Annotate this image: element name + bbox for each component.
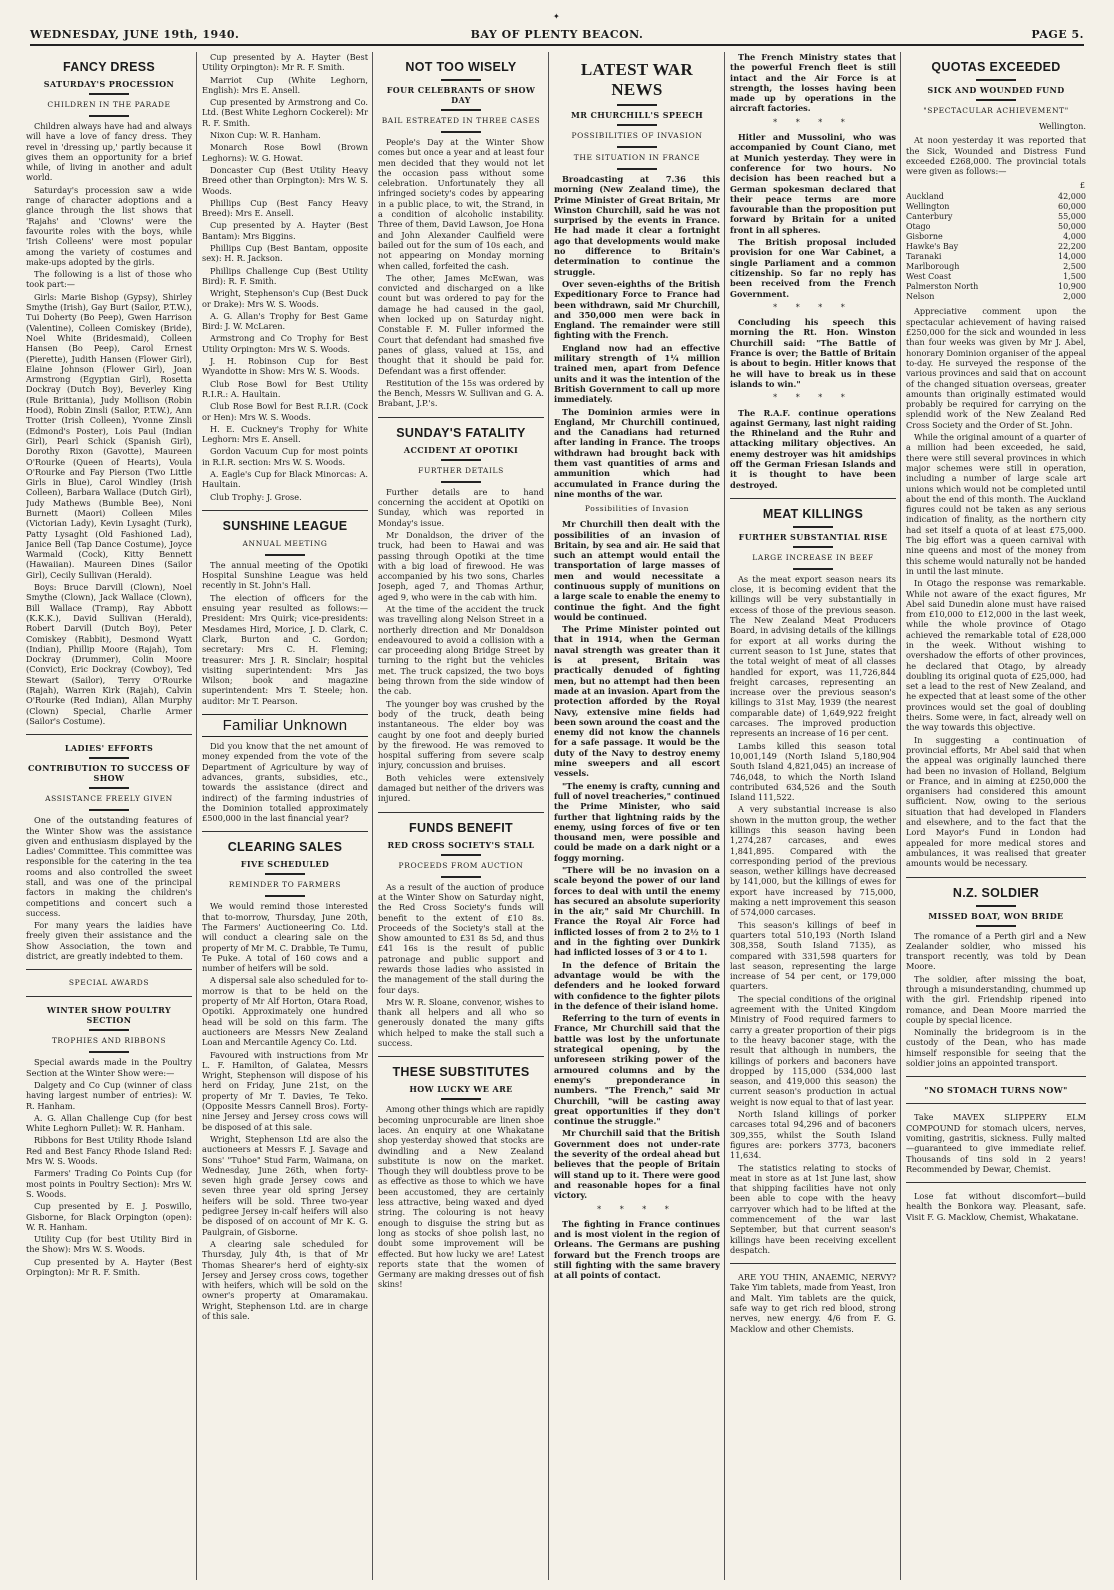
province-row <box>906 202 1086 212</box>
column-3 <box>378 52 544 1580</box>
article-subhead: Possibilities of Invasion <box>584 504 690 514</box>
paragraph: Ribbons for Best Utility Rhode Island Red and Best Fancy Rhode Island Red: Mrs W. S. Woods. <box>26 1135 192 1167</box>
article-subhead: CHILDREN IN THE PARADE <box>47 100 171 109</box>
paragraph: The fighting in France continues and is most violent in the region of Orleans. The Germans are pushing forward but the French troops are still fighting with the same bravery at all points of contact. <box>554 1218 720 1281</box>
province-amount: 50,000 <box>1058 222 1086 232</box>
paragraph: A. G. Allan's Trophy for Best Game Bird: J. W. McLaren. <box>202 310 368 332</box>
province-name: Wellington <box>906 202 950 212</box>
paragraph: Phillips Cup (Best Bantam, opposite sex): H. R. Jackson. <box>202 243 368 264</box>
province-row <box>906 192 1086 202</box>
column-2 <box>202 52 368 1580</box>
paragraph: Further details are to hand concerning the accident at Opotiki on Sunday, which was reported in Monday's issue. <box>378 486 544 528</box>
article-headline: FANCY DRESS <box>63 60 155 74</box>
province-name: Auckland <box>906 192 944 202</box>
paragraph: Dalgety and Co Cup (winner of class having largest number of entries): W. R. Hanham. <box>26 1079 192 1111</box>
rule <box>265 873 305 875</box>
advertisement: Lose fat without discomfort—build health the Bonkora way. Pleasant, safe. Visit F. G. Macklow, Chemist, Whakatane. <box>906 1191 1086 1222</box>
rule <box>89 757 129 759</box>
paragraph: A very substantial increase is also shown in the mutton group, the wether killings this season having been 1,274,287 carcases, and ewes 1,841,895. Compared with the corresponding period of the previous season, wether killings have decreased by 141,000, but the killings of ewes for export have increased by 715,000, making a nett improvement this season of 574,000 carcases. <box>730 804 896 918</box>
article-headline: Familiar Unknown <box>202 714 368 737</box>
column-rule <box>548 52 549 1580</box>
paragraph: Armstrong and Co Trophy for Best Utility Orpington: Mrs W. S. Woods. <box>202 333 368 354</box>
article-subhead: FIVE SCHEDULED <box>240 859 330 870</box>
rule <box>976 905 1016 907</box>
province-amount: 55,000 <box>1058 212 1086 222</box>
masthead-page: PAGE 5. <box>1031 28 1084 41</box>
article-subhead: RED CROSS SOCIETY'S STALL <box>387 839 535 850</box>
paragraph: "The enemy is crafty, cunning and full of novel treacheries," continued the Prime Minister, who said further that lightning raids by the enemy, using forces of five or ten thousand men, were possible and could be made on a dark night or a foggy morning. <box>554 780 720 863</box>
column-rule <box>900 52 901 1580</box>
paragraph: This season's killings of beef in quarters total 510,193 (North Island 308,358, South Island 7135), as compared with 331,598 quarters for last season, representing the large increase of 54 per cent, or 179,000 quarters. <box>730 919 896 992</box>
paragraph: We would remind those interested that to-morrow, Thursday, June 20th, The Farmers' Auctioneering Co. Ltd. will conduct a clearing sale on the property of Mr M. C. Drabble, Te Tumu, Te Puke. A total of 160 cows and a number of heifers will be sold. <box>202 901 368 974</box>
paragraph: The younger boy was crushed by the body of the truck, death being instantaneous. The elder boy was caught by one foot and deeply buried by the firewood. He was removed to hospital suffering from severe scalp injury, concussion and bruises. <box>378 698 544 771</box>
province-amount: 14,000 <box>1058 252 1086 262</box>
province-row <box>906 252 1086 262</box>
rule <box>617 146 657 148</box>
column-rule <box>372 52 373 1580</box>
paragraph: Children always have had and always will have a love of fancy dress. They revel in 'dressing up,' partly because it gives them an opportunity for a brief while, of living in another and adult world. <box>26 121 192 183</box>
paragraph: The Dominion armies were in England, Mr Churchill continued, and the Canadians had returned after landing in France. The troops withdrawn had brought back with them vast quantities of arms and ammunition which had accumulated in France during the nine months of the war. <box>554 406 720 499</box>
paragraph: Mrs W. R. Sloane, convenor, wishes to thank all helpers and all who so generously donated the many gifts which helped to make the stall such a success. <box>378 996 544 1049</box>
divider <box>202 510 368 511</box>
province-amount: 22,200 <box>1058 242 1086 252</box>
article-subhead: CONTRIBUTION TO SUCCESS OF SHOW <box>28 763 190 784</box>
section-stars: * * * * <box>773 393 853 403</box>
article-subhead: ACCIDENT AT OPOTIKI <box>403 444 519 455</box>
province-amount: 10,900 <box>1058 282 1086 292</box>
advertisement: Take MAVEX SLIPPERY ELM COMPOUND for stomach ulcers, nerves, vomiting, gastritis, sickness. Fully malted—guaranteed to give immediate relief. Thousands of tins sold in 2 years! Recommended by Dewar, Chemist. <box>906 1112 1086 1174</box>
article-headline: LADIES' EFFORTS <box>64 743 154 754</box>
article-headline: CLEARING SALES <box>227 840 343 855</box>
divider <box>202 831 368 832</box>
province-row <box>906 292 1086 302</box>
article-subhead: BAIL ESTREATED IN THREE CASES <box>381 116 541 125</box>
province-name: Hawke's Bay <box>906 242 959 252</box>
column-4 <box>554 52 720 1580</box>
province-row <box>906 262 1086 272</box>
rule <box>441 1098 481 1100</box>
rule <box>265 895 305 897</box>
paragraph: Nominally the bridegroom is in the custody of the Dean, who has made himself responsible for seeing that the soldier joins an appointed transport. <box>906 1027 1086 1069</box>
paragraph: Hitler and Mussolini, who was accompanied by Count Ciano, met at Munich yesterday. They were in conference for two hours. No decision has been reached but a German spokesman declared that their peace terms are more favourable than the proposition put forward by Britain for a united front in all spheres. <box>730 132 896 235</box>
paragraph: The following is a list of those who took part:— <box>26 269 192 290</box>
province-name: Canterbury <box>906 212 953 222</box>
currency-header: £ <box>1079 181 1085 191</box>
paragraph: The Prime Minister pointed out that in 1914, when the German naval strength was greater than it is at present, Britain was practically denuded of fighting men, but no attempt had then been made at an invasion. Apart from the protection afforded by the Royal Navy, extensive mine fields had been sown around the coast and the enemy did not know the channels for a safe passage. It would be the duty of the Navy to destroy enemy mine sweepers and all escort vessels. <box>554 624 720 779</box>
paragraph: Appreciative comment upon the spectacular achievement of having raised £250,000 for the sick and wounded in less than four weeks was given by Mr J. Abel, honorary Dominion organiser of the appeal to-day. He surveyed the response of the various provinces and said that on account of the changed situation overseas, greater amounts than originally estimated would probably be required for carrying on the splendid work of the New Zealand Red Cross Society and the Order of St. John. <box>906 306 1086 430</box>
rule <box>976 99 1016 101</box>
rule <box>89 1029 129 1031</box>
rule <box>441 79 481 81</box>
paragraph: Utility Cup (for best Utility Bird in the Show): Mrs W. S. Woods. <box>26 1234 192 1255</box>
rule <box>89 787 129 789</box>
paragraph: Cup presented by A. Hayter (Best Utility Orpington): Mr R. F. Smith. <box>202 52 368 73</box>
province-row <box>906 222 1086 232</box>
article-subhead: ANNUAL MEETING <box>242 538 328 548</box>
column-rule <box>196 52 197 1580</box>
paragraph: Favoured with instructions from Mr L. F. Hamilton, of Galatea, Messrs Wright, Stephenson will dispose of his herd on Friday, June 21st, on the property of Mr T. Davies, Te Teko. (Opposite Messrs Cannell Bros). Forty-nine Jersey and Jersey cross cows will be disposed of at this sale. <box>202 1049 368 1132</box>
paragraph: Wright, Stephenson Ltd are also the auctioneers at Messrs F. J. Savage and Sons' "Tuhoe" Stud Farm, Waimana, on Wednesday, June 26th, when forty-seven high grade Jersey cows and seven three year old spring Jersey heifers will be sold. Three two-year pedigree Jersey in-calf heifers will also be disposed of on account of Mr K. G. Paulgrain, of Gisborne. <box>202 1133 368 1237</box>
divider <box>906 1182 1086 1183</box>
rule <box>441 854 481 856</box>
rule <box>793 568 833 570</box>
province-amount: 2,500 <box>1063 262 1086 272</box>
article-headline: NOT TOO WISELY <box>405 60 517 74</box>
rule <box>89 809 129 811</box>
paragraph: Did you know that the net amount of money expended from the vote of the Department of Agriculture by way of advances, grants, subsidies, etc., towards the assistance (direct and indirect) of the farming industries of the Dominion totalled approximately £500,000 in the last financial year? <box>202 741 368 824</box>
article-subhead: MR CHURCHILL'S SPEECH <box>570 110 704 120</box>
advertisement-headline: "NO STOMACH TURNS NOW" <box>924 1085 1068 1096</box>
paragraph: Over seven-eighths of the British Expeditionary Force to France had been withdrawn, said Mr Churchill, and 350,000 men were back in England. The remainder were still fighting with the French. <box>554 278 720 341</box>
province-amount: 42,000 <box>1058 192 1086 202</box>
paragraph: Restitution of the 15s was ordered by the Bench, Messrs W. Sullivan and G. A. Brabant, J.P.'s. <box>378 377 544 409</box>
paragraph: As a result of the auction of produce at the Winter Show on Saturday night, the Red Cross Society's funds will benefit to the extent of £10 8s. Proceeds of the Society's stall at the Show amounted to £31 8s 5d, and thus £41 16s is the result of public patronage and public support and rewards those ladies who assisted in the management of the stall during the four days. <box>378 881 544 995</box>
province-name: Marlborough <box>906 262 960 272</box>
province-name: Taranaki <box>906 252 942 262</box>
paragraph: Club Trophy: J. Grose. <box>210 491 302 502</box>
province-name: Palmerston North <box>906 282 979 292</box>
article-subhead: THE SITUATION IN FRANCE <box>573 153 701 162</box>
paragraph: The other, James McEwan, was convicted and discharged on a like count but was ordered to pay for the damage he had caused in the gaol, when locked up on Saturday night. Constable F. M. Fuller informed the Court that defendant had smashed five panes of glass, valued at 15s, and thought that it should be paid for. Defendant was a first offender. <box>378 272 544 376</box>
dateline: Wellington. <box>1038 121 1086 131</box>
article-subhead: SICK AND WOUNDED FUND <box>927 85 1065 95</box>
paragraph: The statistics relating to stocks of meat in store as at 1st June last, show that shipping facilities have not only been able to cope with the heavy carryover which had to be lifted at the commencement of the war last September, but that current season's killings have been receiving excellent despatch. <box>730 1162 896 1255</box>
paragraph: The special conditions of the original agreement with the United Kingdom Ministry of Food required farmers to carry a greater proportion of their pigs to the heavy baconer stage, with the result that although in numbers, the killings of porkers and baconers have dropped by 115,000 (534,000 last season, and 419,000 this season) the current season's production in actual weight is now equal to that of last year. <box>730 993 896 1107</box>
article-subhead: SATURDAY'S PROCESSION <box>43 79 175 89</box>
province-row <box>906 212 1086 222</box>
rule <box>441 459 481 461</box>
article-headline: LATEST WAR NEWS <box>580 60 694 99</box>
paragraph: A. Eagle's Cup for Black Minorcas: A. Haultain. <box>202 468 368 490</box>
paragraph: As the meat export season nears its close, it is becoming evident that the killings will be very substantially in excess of those of the previous season. The New Zealand Meat Producers Board, in advising details of the killings for export at all works during the current season to 1st June, states that the total weight of meat of all classes handled for export, was 11,726,844 freight carcases, representing an increase over the previous season's killings to 31st May, 1939 (the nearest comparable date) of 1,649,922 freight carcases. The improved production represents an increase of 16 per cent. <box>730 573 896 739</box>
rule <box>617 168 657 170</box>
article-subhead: WINTER SHOW POULTRY SECTION <box>46 1005 172 1026</box>
article-subhead: FOUR CELEBRANTS OF SHOW DAY <box>386 85 536 105</box>
article-subhead: HOW LUCKY WE ARE <box>409 1084 513 1095</box>
province-amount: 1,500 <box>1063 272 1086 282</box>
paragraph: Cup presented by E. J. Poswillo, Gisborne, for Black Orpington (open): W. R. Hanham. <box>26 1201 192 1232</box>
paragraph: Phillips Cup (Best Fancy Heavy Breed): Mrs E. Ansell. <box>202 197 368 219</box>
paragraph: A. G. Allan Challenge Cup (for best White Leghorn Pullet): W. R. Hanham. <box>26 1112 192 1134</box>
paragraph: While the original amount of a quarter of a million had been exceeded, he said, there were still several provinces in which major schemes were still in operation, including a number of large scale art unions which would not be completed until about the end of this month. The Auckland figures could not be taken as any serious indication of finality, as the northern city had set itself a quota of at least £75,000. The big effort was a queen carnival with nine queens and most of the money from this scheme would naturally not be handed in until the last minute. <box>906 432 1086 576</box>
paragraph: England now had an effective military strength of 1¼ million trained men, apart from Defence units and it was the intention of the British Government to call up more immediately. <box>554 342 720 405</box>
paragraph: Mr Donaldson, the driver of the truck, had been to Hawai and was passing through Opotiki at the time with a big load of firewood. He was accompanied by his two sons, Charles Joseph, aged 7, and Thomas Arthur, aged 9, who were in the cab with him. <box>378 529 544 602</box>
paragraph: Cup presented by Armstrong and Co. Ltd. (Best White Leghorn Cockerel): Mr R. F. Smith. <box>202 97 368 128</box>
paragraph: Cup presented by A. Hayter (Best Bantam): Mrs Biggins. <box>202 220 368 241</box>
article-headline: FUNDS BENEFIT <box>409 820 513 835</box>
paragraph: The romance of a Perth girl and a New Zealander soldier, who missed his transport recently, was told by Dean Moore. <box>906 930 1086 972</box>
province-amount: 2,000 <box>1063 292 1086 302</box>
paragraph: The British proposal included provision for one War Cabinet, a single Parliament and a common citizenship. So far no reply has been received from the French Government. <box>730 237 896 299</box>
page-mark: ✦ <box>553 12 560 21</box>
paragraph: The French Ministry states that the powerful French fleet is still intact and the Air Force is at strength, the losses having been made up by operations in the aircraft factories. <box>730 52 896 114</box>
paragraph: Club Rose Bowl for Best Utility R.I.R.: A. Haultain. <box>202 378 368 399</box>
rule <box>617 104 657 106</box>
masthead <box>30 28 1084 46</box>
article-headline: SUNDAY'S FATALITY <box>396 425 526 440</box>
paragraph: Boys: Bruce Darvill (Clown), Noel Smythe (Clown), Jack Wallace (Clown), Bill Wallace (Tramp), Ray Abbott (K.K.K.), David Sullivan (Herald), Robert Darvill (Dutch Boy), Peter Comiskey (Rabbit), Desmond Wyatt (Indian), Phillip Moore (Rajah), Tom Dockray (Drummer), Colin Moore (Convict), Eric Dockray (Cowboy), Ted Stewart (Sailor), Terry O'Rourke (Rajah), Warren Kirk (Rajah), Calvin O'Rourke (Red Indian), Allan Murphy (Clown) Special, Charlie Armer (Sailor's Costume). <box>26 582 192 726</box>
article-subhead: FURTHER SUBSTANTIAL RISE <box>738 531 888 542</box>
masthead-title: BAY OF PLENTY BEACON. <box>470 28 644 41</box>
province-name: Nelson <box>906 292 935 302</box>
rule <box>617 124 657 126</box>
article-headline: THESE SUBSTITUTES <box>392 1065 530 1080</box>
province-amount: 60,000 <box>1058 202 1086 212</box>
rule <box>441 876 481 878</box>
column-rule <box>724 52 725 1580</box>
divider <box>906 877 1086 878</box>
paragraph: Special awards made in the Poultry Section at the Winter Show were:— <box>26 1057 192 1078</box>
paragraph: Farmers' Trading Co Points Cup (for most points in Poultry Section): Mrs W. S. Woods. <box>26 1168 192 1199</box>
paragraph: Saturday's procession saw a wide range of character adoptions and a glance through the list shows that 'Rajahs' and 'Clowns' were the favourite roles with the boys, while 'Irish Colleens' were most popular among the variety of costumes and make-ups adopted by the girls. <box>26 184 192 267</box>
paragraph: Monarch Rose Bowl (Brown Leghorns): W. G. Howat. <box>202 142 368 163</box>
section-stars: * * * * <box>773 117 853 127</box>
province-name: Gisborne <box>906 232 943 242</box>
rule <box>441 481 481 483</box>
article-headline: MEAT KILLINGS <box>762 506 864 521</box>
divider <box>730 498 896 499</box>
article-headline: QUOTAS EXCEEDED <box>931 60 1061 74</box>
rule <box>793 526 833 528</box>
paragraph: In Otago the response was remarkable. While not aware of the exact figures, Mr Abel said Dunedin alone must have raised from £10,000 to £12,000 in the last week, while the whole province of Otago achieved the remarkable total of £28,000 in the week. Without wishing to overshadow the efforts of other provinces, he declared that Otago, by already doubling its original quota of £25,000, had set a lead to the rest of New Zealand, and he expected that at least some of the other provinces would set the goal of doubling theirs. Some were, in fact, already well on the way towards this objective. <box>906 578 1086 733</box>
province-row <box>906 232 1086 242</box>
article-subhead: ASSISTANCE FREELY GIVEN <box>45 794 173 804</box>
rule <box>976 79 1016 81</box>
divider <box>26 996 192 997</box>
rule <box>89 1051 129 1053</box>
article-subhead: PROCEEDS FROM AUCTION <box>398 860 524 870</box>
divider <box>378 812 544 813</box>
divider <box>906 1076 1086 1077</box>
article-subhead: MISSED BOAT, WON BRIDE <box>928 910 1064 921</box>
paragraph: Referring to the turn of events in France, Mr Churchill said that the battle was lost by the unfortunate strategical opening, by the unforeseen striking power of the armoured columns and by the enemy's preponderance in numbers. "The French," said Mr Churchill, "will be casting away great opportunities if they don't continue the struggle." <box>554 1013 720 1127</box>
article-subhead: TROPHIES AND RIBBONS <box>51 1036 167 1046</box>
paragraph: At the time of the accident the truck was travelling along Nelson Street in a northerly direction and Mr Donaldson endeavoured to avoid a collision with a car proceeding along Bridge Street by turning to the right but the vehicles met. The truck capsized, the two boys being thrown from the side window of the cab. <box>378 603 544 697</box>
divider <box>378 1056 544 1057</box>
paragraph: Concluding his speech this morning the Rt. Hon. Winston Churchill said: "The Battle of France is over; the Battle of Britain is about to begin. Hitler knows that he will have to break us in these islands to win." <box>730 317 896 389</box>
paragraph: People's Day at the Winter Show comes but once a year and at least four men decided that they would not let the occasion pass without some celebration. Unfortunately they all infringed society's codes by appearing in a public place, to wit, the Strand, in a condition of alcoholic instability. Three of them, David Lawson, Joe Hona and John Alexander Caulfield were bailed out for the sum of 10s each, and not appearing on Monday morning when called, forfeited the cash. <box>378 137 544 271</box>
paragraph: Nixon Cup: W. R. Hanham. <box>210 130 321 141</box>
paragraph: Cup presented by A. Hayter (Best Orpington): Mr R. F. Smith. <box>26 1256 192 1278</box>
paragraph: Girls: Marie Bishop (Gypsy), Shirley Smythe (Irish), Gay Burt (Sailor, P.T.W.), Tui Doherty (Bo Peep), Gwen Harrison (Valentine), Colleen Comiskey (Bride), Noel White (Bridesmaid), Colleen Hansen (Bo Peep), Carol Ernest (Pierette), Judith Hansen (Flower Girl), Elaine Johnson (Flower Girl), Joan Armstrong (Egyptian Girl), Rosetta Dockray (Dutch Boy), Beverley King (Rule Brittania), Judy Mollison (Robin Hood), Robin Zinsli (Sailor, P.T.W.), Ann Trotter (Irish Colleen), Yvonne Zinsli (Edmond's Poster), Lois Paul (Indian Girl), Pearl Schick (Spanish Girl), Dorothy Rixon (Gavotte), Maureen O'Rourke (Queen of Hearts), Voula O'Rourke and Fay Pierson (Two Little Girls in Blue), Carol Windley (Irish Colleen), Barbara Wallace (Dutch Girl), Judy Mathews (Bumble Bee), Noni Burnett (Maori) Colleen Miles (Victorian Lady), Kevin Lysaght (Turk), Patty Lysaght (Old Fashioned Lad), Janice Bell (Tap Dance Costume), Joyce Warmald (Cock), Kitty Bennett (Hawaiian). Maureen Dines (Sailor Girl), Cecily Sullivan (Herald). <box>26 291 192 580</box>
paragraph: North Island killings of porker carcases total 94,296 and of baconers 309,355, whilst the South Island figures are: porkers 3773, baconers 11,634. <box>730 1109 896 1161</box>
paragraph: Broadcasting at 7.36 this morning (New Zealand time), the Prime Minister of Great Britain, Mr Winston Churchill, said he was not surprised by the events in France. He had made it clear a fortnight ago that developments would make no difference to Britain's determination to continue the struggle. <box>554 174 720 277</box>
paragraph: At noon yesterday it was reported that the Sick, Wounded and Distress Fund exceeded £268,000. The provincial totals were given as follows:— <box>906 135 1086 177</box>
rule <box>441 109 481 111</box>
paragraph: In suggesting a continuation of provincial efforts, Mr Abel said that when the appeal was originally launched there had been no invasion of Holland, Belgium or France, and in aiming at £250,000 the organisers had considered this amount sufficient. Now, owing to the serious situation that had developed in Flanders and elsewhere, and to the fact that the Lord Mayor's Fund in London had appealed for more medical stores and ambulances, it was realised that greater amounts would be necessary. <box>906 734 1086 869</box>
masthead-date: WEDNESDAY, JUNE 19th, 1940. <box>30 28 240 41</box>
column-6 <box>906 52 1086 1580</box>
province-name: Otago <box>906 222 931 232</box>
paragraph: In the defence of Britain the advantage would be with the defenders and he looked forward with confidence to the fighter pilots in the defence of their island home. <box>554 959 720 1011</box>
paragraph: For many years the laidies have freely given their assistance and the Show Association, the town and district, are greatly indebted to them. <box>26 920 192 962</box>
rule <box>265 554 305 556</box>
article-subhead: FURTHER DETAILS <box>418 465 504 475</box>
paragraph: Both vehicles were extensively damaged but neither of the drivers was injured. <box>378 772 544 804</box>
paragraph: The annual meeting of the Opotiki Hospital Sunshine League was held recently in St. John's Hall. <box>202 559 368 591</box>
advertisement: ARE YOU THIN, ANAEMIC, NERVY? Take Yim tablets, made from Yeast, Iron and Malt. Yim tablets are the quick, safe way to get rich red blood, strong nerves, new energy. 4/6 from F. G. Macklow and other Chemists. <box>730 1272 896 1334</box>
article-headline: N.Z. SOLDIER <box>952 885 1040 900</box>
divider <box>26 734 192 735</box>
paragraph: Gordon Vacuum Cup for most points in R.I.R. section: Mrs W. S. Woods. <box>202 446 368 467</box>
article-subhead: "SPECTACULAR ACHIEVEMENT" <box>923 106 1069 115</box>
section-stars: * * * * <box>597 1204 677 1214</box>
article-subhead: POSSIBILITIES OF INVASION <box>571 131 703 140</box>
divider <box>906 1103 1086 1104</box>
section-stars: * * * * <box>773 302 853 312</box>
paragraph: Lambs killed this season total 10,001,149 (North Island 5,180,904 South Island 4,821,045) an increase of 746,048, to which the North Island contributed 634,526 and the South Island 111,522. <box>730 740 896 803</box>
paragraph: The R.A.F. continue operations against Germany, last night raiding the Rhineland and the Ruhr and attacking military objectives. An enemy destroyer was hit amidships off the German Friesan Islands and it is thought to have been destroyed. <box>730 407 896 490</box>
rule <box>793 546 833 548</box>
paragraph: H. E. Cuckney's Trophy for White Leghorn: Mrs E. Ansell. <box>202 423 368 445</box>
column-1 <box>26 52 192 1580</box>
province-totals-table <box>906 180 1086 302</box>
paragraph: One of the outstanding features of the Winter Show was the assistance given and enthusiasm displayed by the Ladies' Committee. This committee was responsible for the catering in the tea rooms and also controlled the sweet stall, and was one of the principal factors in making the children's competitions and concert such a success. <box>26 815 192 918</box>
rule <box>441 131 481 133</box>
province-name: West Coast <box>906 272 952 282</box>
province-row <box>906 242 1086 252</box>
article-headline: SPECIAL AWARDS <box>68 978 150 988</box>
divider <box>26 969 192 970</box>
rule <box>89 115 129 117</box>
province-row <box>906 282 1086 292</box>
paragraph: The election of officers for the ensuing year resulted as follows:— President: Mrs Quirk; vice-presidents: Mesdames Hird, Morice, J. D. Clark, C. Clark, Burton and C. Gordon; secretary: Mrs C. H. Fleming; treasurer: Mrs J. R. Sinclair; hospital visiting superintendent: Mrs Jas Wilson; book and magazine superintendent: Mrs T. Steele; hon. auditor: Mr T. Pearson. <box>202 592 368 706</box>
paragraph: Doncaster Cup (Best Utility Heavy Breed other than Orpington): Mrs W. S. Woods. <box>202 164 368 196</box>
province-row <box>906 272 1086 282</box>
paragraph: Among other things which are rapidly becoming unprocurable are linen shoe laces. An enquiry at one Whakatane shop yesterday showed that stocks are dwindling and a New Zealand substitute is now on the market. Though they will doubtless prove to be as effective as those to which we have been accustomed, they are certainly less attractive, being waxed and dyed string. The colouring is not heavy enough to disguise the string but as long as stocks of shoe polish last, no doubt some improvement will be effected. But how lucky we are! Latest reports state that the women of Germany are making dresses out of fish skins! <box>378 1104 544 1290</box>
divider <box>378 417 544 418</box>
paragraph: Phillips Challenge Cup (Best Utility Bird): R. F. Smith. <box>202 265 368 286</box>
article-headline: SUNSHINE LEAGUE <box>222 518 348 533</box>
article-subhead: REMINDER TO FARMERS <box>228 880 342 890</box>
paragraph: A clearing sale scheduled for Thursday, July 4th, is that of Mr Thomas Shearer's herd of eighty-six Jersey and Jersey cross cows, together with heifers, which will be sold on the owner's property at Omaramakau. Wright, Stephenson Ltd. are in charge of this sale. <box>202 1238 368 1321</box>
paragraph: "There will be no invasion on a scale beyond the power of our land forces to deal with until the enemy has secured an absolute superiority in the air," said Mr Churchill. In France the Royal Air Force had inflicted losses of from 2 to 2½ to 1 and in the fighting over Dunkirk had inflicted losses of 3 or 4 to 1. <box>554 865 720 958</box>
paragraph: Mr Churchill said that the British Government does not under-rate the severity of the ordeal ahead but believes that the people of Britain will stand up to it. There were good and reasonable hopes for a final victory. <box>554 1128 720 1201</box>
article-subhead: LARGE INCREASE IN BEEF <box>752 552 874 562</box>
paragraph: Club Rose Bowl for Best R.I.R. (Cock or Hen): Mrs W. S. Woods. <box>202 401 368 422</box>
rule <box>89 93 129 95</box>
rule <box>976 925 1016 927</box>
paragraph: Marriot Cup (White Leghorn, English): Mrs E. Ansell. <box>202 74 368 95</box>
paragraph: J. H. Robinson Cup for Best Wyandotte in Show: Mrs W. S. Woods. <box>202 356 368 377</box>
column-5 <box>730 52 896 1580</box>
paragraph: Mr Churchill then dealt with the possibilities of an invasion of Britain, by sea and air. He said that such an attempt would entail the transportation of large masses of men and would necessitate a continuous supply of munitions on a large scale to enable the enemy to continue the fight. And the fight would be continued. <box>554 519 720 622</box>
paragraph: Wright, Stephenson's Cup (Best Duck or Drake): Mrs W. S. Woods. <box>202 288 368 309</box>
province-amount: 4,000 <box>1063 232 1086 242</box>
paragraph: The soldier, after missing the boat, through a misunderstanding, chummed up with the girl. Friendship ripened into romance, and Dean Moore married the couple by special licence. <box>906 973 1086 1025</box>
divider <box>730 1263 896 1264</box>
paragraph: A dispersal sale also scheduled for to-morrow is that to be held on the property of Mr Alf Horton, Otara Road, Opotiki. Approximately one hundred head will be sold on this farm. The auctioneers are Messrs New Zealand Loan and Mercantile Agency Co. Ltd. <box>202 975 368 1048</box>
